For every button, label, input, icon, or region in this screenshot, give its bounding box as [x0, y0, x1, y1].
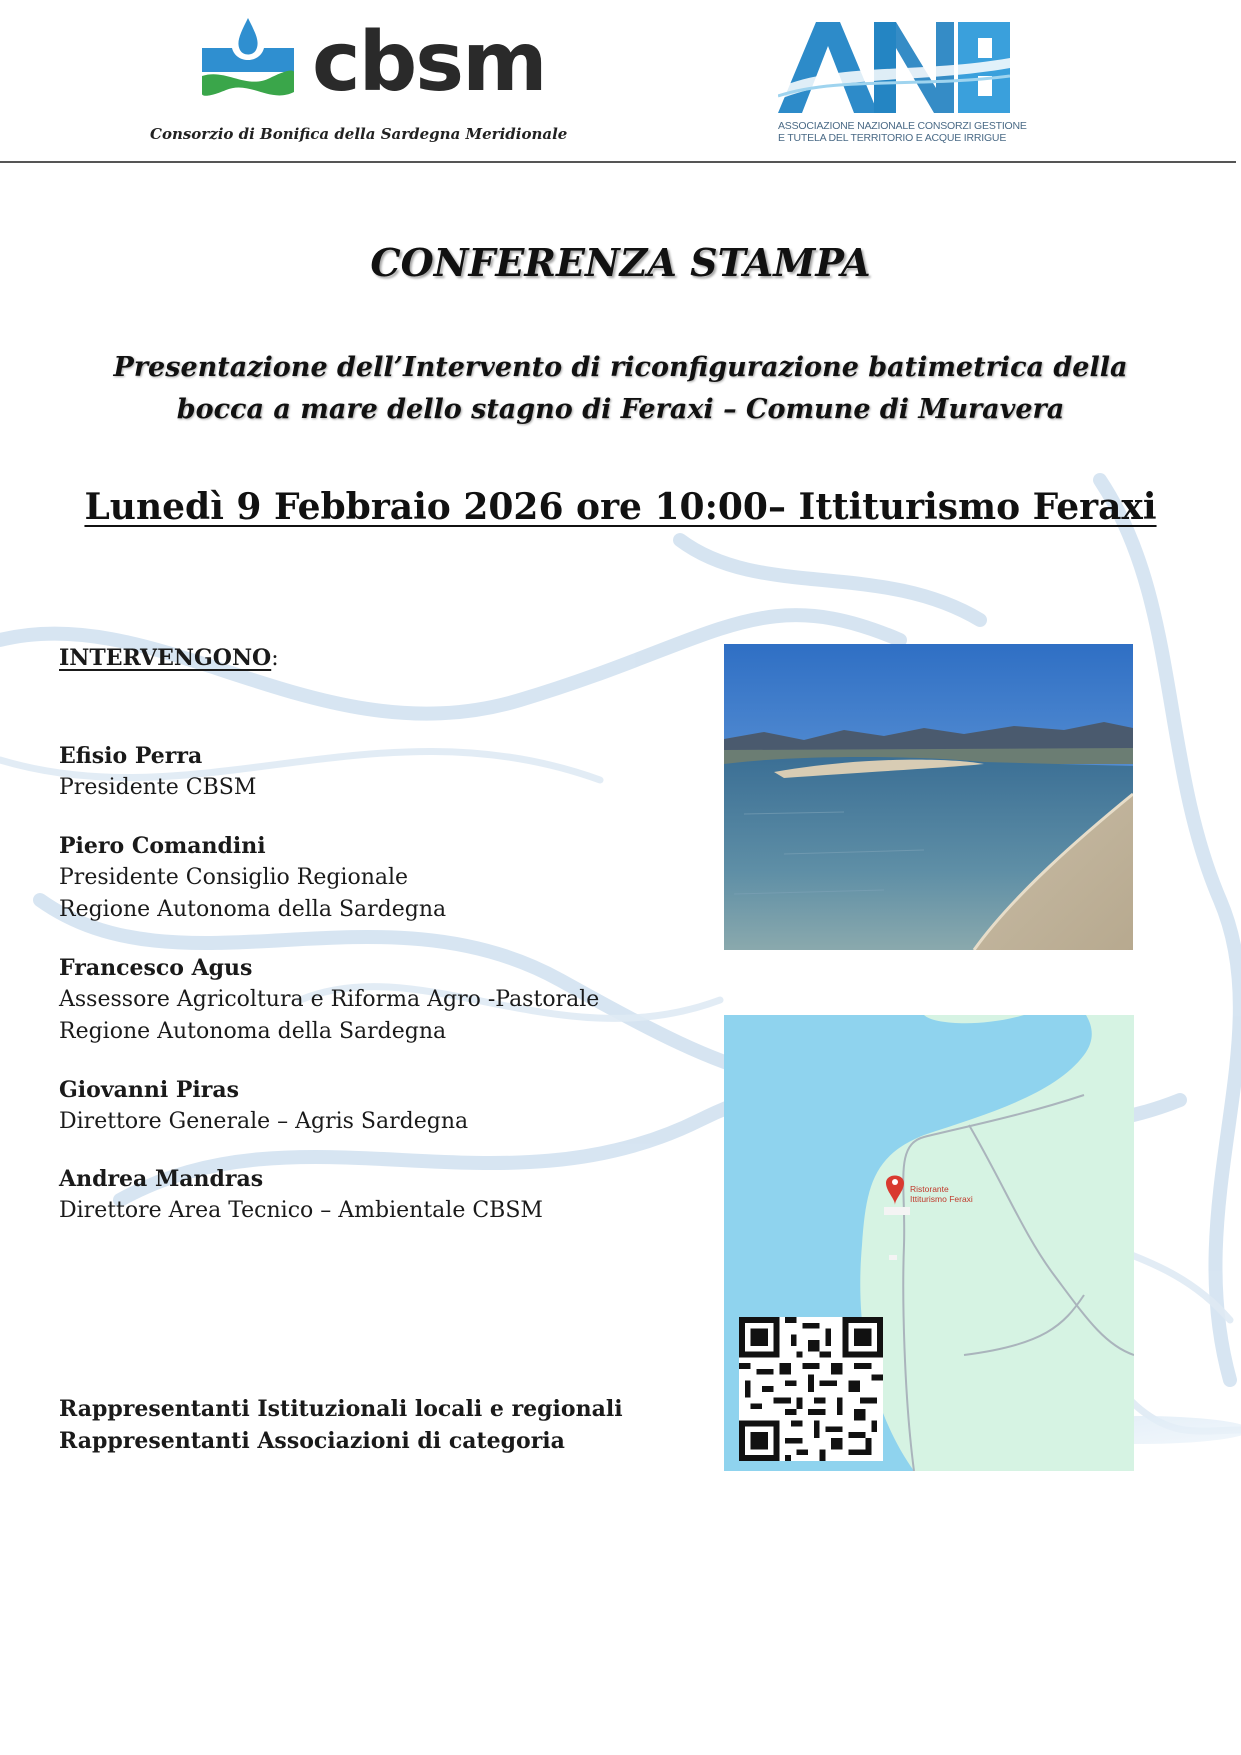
speaker-name: Piero Comandini [59, 833, 266, 859]
page-subtitle [40, 347, 1201, 431]
map-pin-label [910, 1184, 973, 1204]
anbi-subtitle-line2: E TUTELA DEL TERRITORIO E ACQUE IRRIGUE [778, 132, 1007, 144]
speaker-role: Presidente Consiglio Regionale [59, 865, 409, 890]
speaker-role-secondary: Regione Autonoma della Sardegna [59, 1019, 447, 1044]
representatives-line: Rappresentanti Associazioni di categoria [59, 1428, 565, 1454]
speaker-item [59, 1074, 468, 1138]
speaker-role: Presidente CBSM [59, 775, 257, 800]
representatives-line: Rappresentanti Istituzionali locali e regionali [59, 1396, 623, 1422]
representatives [59, 1393, 623, 1457]
header [0, 0, 1241, 162]
cbsm-wordmark: cbsm [312, 15, 546, 110]
speaker-item [59, 952, 599, 1048]
event-date-location [0, 486, 1241, 528]
header-divider [0, 161, 1236, 163]
qr-code [739, 1317, 883, 1461]
anbi-subtitle [778, 120, 1027, 144]
subtitle-line2: bocca a mare dello stagno di Feraxi – Comune di Muravera [176, 394, 1065, 425]
anbi-subtitle-line1: ASSOCIAZIONE NAZIONALE CONSORZI GESTIONE [778, 120, 1027, 132]
subtitle-line1: Presentazione dell’Intervento di riconfigurazione batimetrica della [113, 352, 1128, 383]
speaker-name: Andrea Mandras [59, 1166, 264, 1192]
speaker-item [59, 1163, 543, 1227]
cbsm-logo-icon [196, 14, 300, 114]
speaker-role: Direttore Area Tecnico – Ambientale CBSM [59, 1198, 543, 1223]
speaker-name: Francesco Agus [59, 955, 253, 981]
cbsm-tagline: Consorzio di Bonifica della Sardegna Meridionale [150, 125, 568, 143]
speaker-name: Efisio Perra [59, 743, 203, 769]
map-pin-label-line1: Ristorante [910, 1184, 949, 1194]
speakers-heading [59, 645, 279, 671]
speaker-role: Assessore Agricoltura e Riforma Agro -Pastorale [59, 987, 600, 1012]
event-date-text: Lunedì 9 Febbraio 2026 ore 10:00– Ittiturismo Feraxi [84, 486, 1157, 528]
speaker-name: Giovanni Piras [59, 1077, 239, 1103]
lagoon-photo [724, 644, 1133, 950]
map-pin-label-line2: Ittiturismo Feraxi [910, 1194, 973, 1204]
speaker-item [59, 740, 256, 804]
speaker-role-secondary: Regione Autonoma della Sardegna [59, 897, 447, 922]
anbi-logo-icon [778, 18, 1010, 118]
page-title: CONFERENZA STAMPA [370, 240, 871, 285]
speakers-heading-label: INTERVENGONO [59, 645, 272, 671]
speaker-role: Direttore Generale – Agris Sardegna [59, 1109, 469, 1134]
speakers-heading-colon: : [271, 646, 279, 671]
speaker-item [59, 830, 446, 926]
